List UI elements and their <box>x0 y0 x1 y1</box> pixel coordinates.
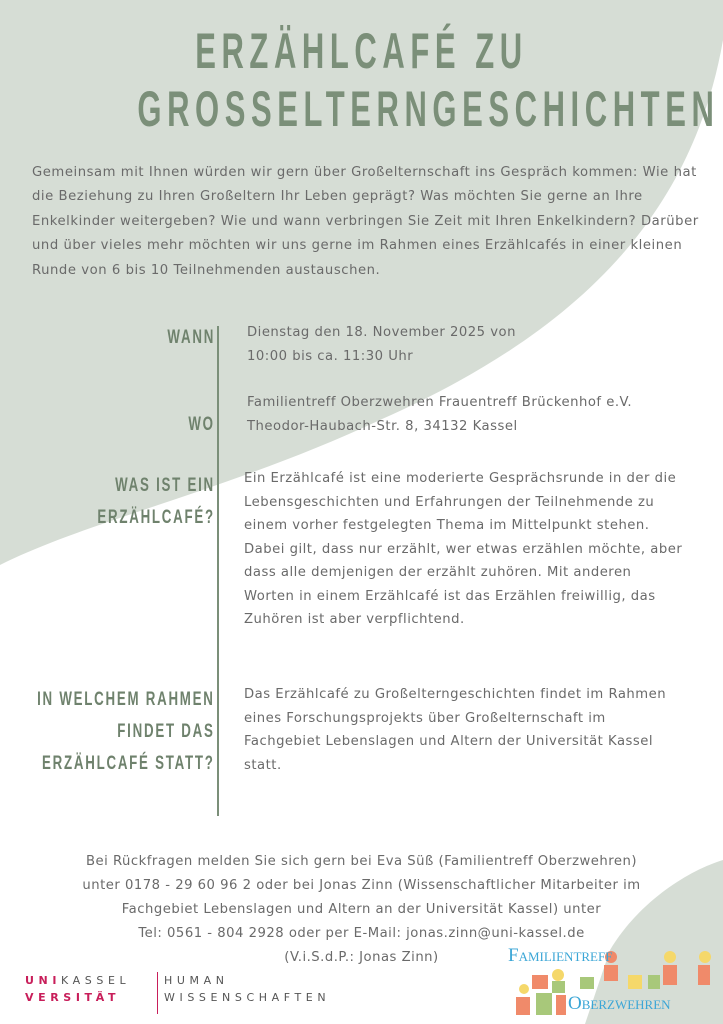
logo-text: VERSITÄT <box>25 991 121 1004</box>
label-rahmen <box>37 684 215 780</box>
label-line: IN WELCHEM RAHMEN <box>37 689 215 710</box>
value-wo <box>247 391 717 438</box>
value-was-ist: Ein Erzählcafé ist eine moderierte Gesprächsrunde in der die Lebensgeschichten und Erfahrungen der Teilnehmende zu einem vorher festgelegten Thema im Mittelpunkt stehen. Dabei gilt, dass nur erzählt, wer etwas erzählen möchte, aber dass alle demjenigen der erzählt zuhören. Mit anderen Worten in einem Erzählcafé ist das Erzählen freiwillig, das Zuhören ist aber verpflichtend. <box>244 471 683 627</box>
value-rahmen: Das Erzählcafé zu Großelterngeschichten findet im Rahmen eines Forschungsprojekts über Großelternschaft im Fachgebiet Lebenslagen und Altern der Universität Kassel statt. <box>244 687 667 773</box>
familientreff-logo <box>508 945 713 1017</box>
label-line: ERZÄHLCAFÉ? <box>97 507 215 528</box>
uni-kassel-logo <box>25 972 155 1006</box>
title-line-1: ERZÄHLCAFÉ ZU <box>195 23 528 79</box>
footer-line: unter 0178 - 29 60 96 2 oder bei Jonas Zinn (Wissenschaftlicher Mitarbeiter im <box>82 878 641 893</box>
footer-line: (V.i.S.d.P.: Jonas Zinn) <box>284 950 439 965</box>
label-was-ist <box>97 470 215 534</box>
label-line: FINDET DAS <box>117 721 215 742</box>
humanwissenschaften-logo <box>164 972 330 1006</box>
label-wann: WANN <box>167 327 215 348</box>
venue-text: Familientreff Oberzwehren Frauentreff Brückenhof e.V. <box>247 395 633 410</box>
oberzwehren-text: Oberzwehren <box>568 993 671 1014</box>
title-line-2: GROSSELTERNGESCHICHTEN <box>137 81 720 137</box>
footer-line: Tel: 0561 - 804 2928 oder per E-Mail: jonas.zinn@uni-kassel.de <box>138 926 585 941</box>
intro-paragraph: Gemeinsam mit Ihnen würden wir gern über Großelternschaft ins Gespräch kommen: Wie hat die Beziehung zu Ihren Großeltern Ihr Leben geprägt? Was möchten Sie gerne an Ihre Enkelkinder weitergeben? Wie und wann verbringen Sie Zeit mit Ihren Enkelkindern? Darüber und über vieles mehr möchten wir uns gerne im Rahmen eines Erzählcafés in einer kleinen Runde von 6 bis 10 Teilnehmenden austauschen. <box>32 165 699 278</box>
logo-text: WISSENSCHAFTEN <box>164 991 331 1004</box>
label-line: WAS IST EIN <box>115 475 215 496</box>
logo-text: HUMAN <box>164 974 229 987</box>
value-wann <box>247 321 717 368</box>
footer-line: Bei Rückfragen melden Sie sich gern bei Eva Süß (Familientreff Oberzwehren) <box>85 854 638 869</box>
logo-text: KASSEL <box>61 974 131 987</box>
footer-line: Fachgebiet Lebenslagen und Altern an der Universität Kassel) unter <box>121 902 602 917</box>
logo-text: UNI <box>25 974 62 987</box>
time-text: 10:00 bis ca. 11:30 Uhr <box>247 348 414 364</box>
date-text: Dienstag den 18. November 2025 von <box>247 325 516 340</box>
divider-line <box>217 326 219 816</box>
familientreff-text: Familientreff <box>508 945 613 966</box>
label-line: ERZÄHLCAFÉ STATT? <box>42 753 216 774</box>
address-text: Theodor-Haubach-Str. 8, 34132 Kassel <box>247 418 518 434</box>
logo-divider <box>157 972 158 1014</box>
label-wo: WO <box>188 414 215 435</box>
